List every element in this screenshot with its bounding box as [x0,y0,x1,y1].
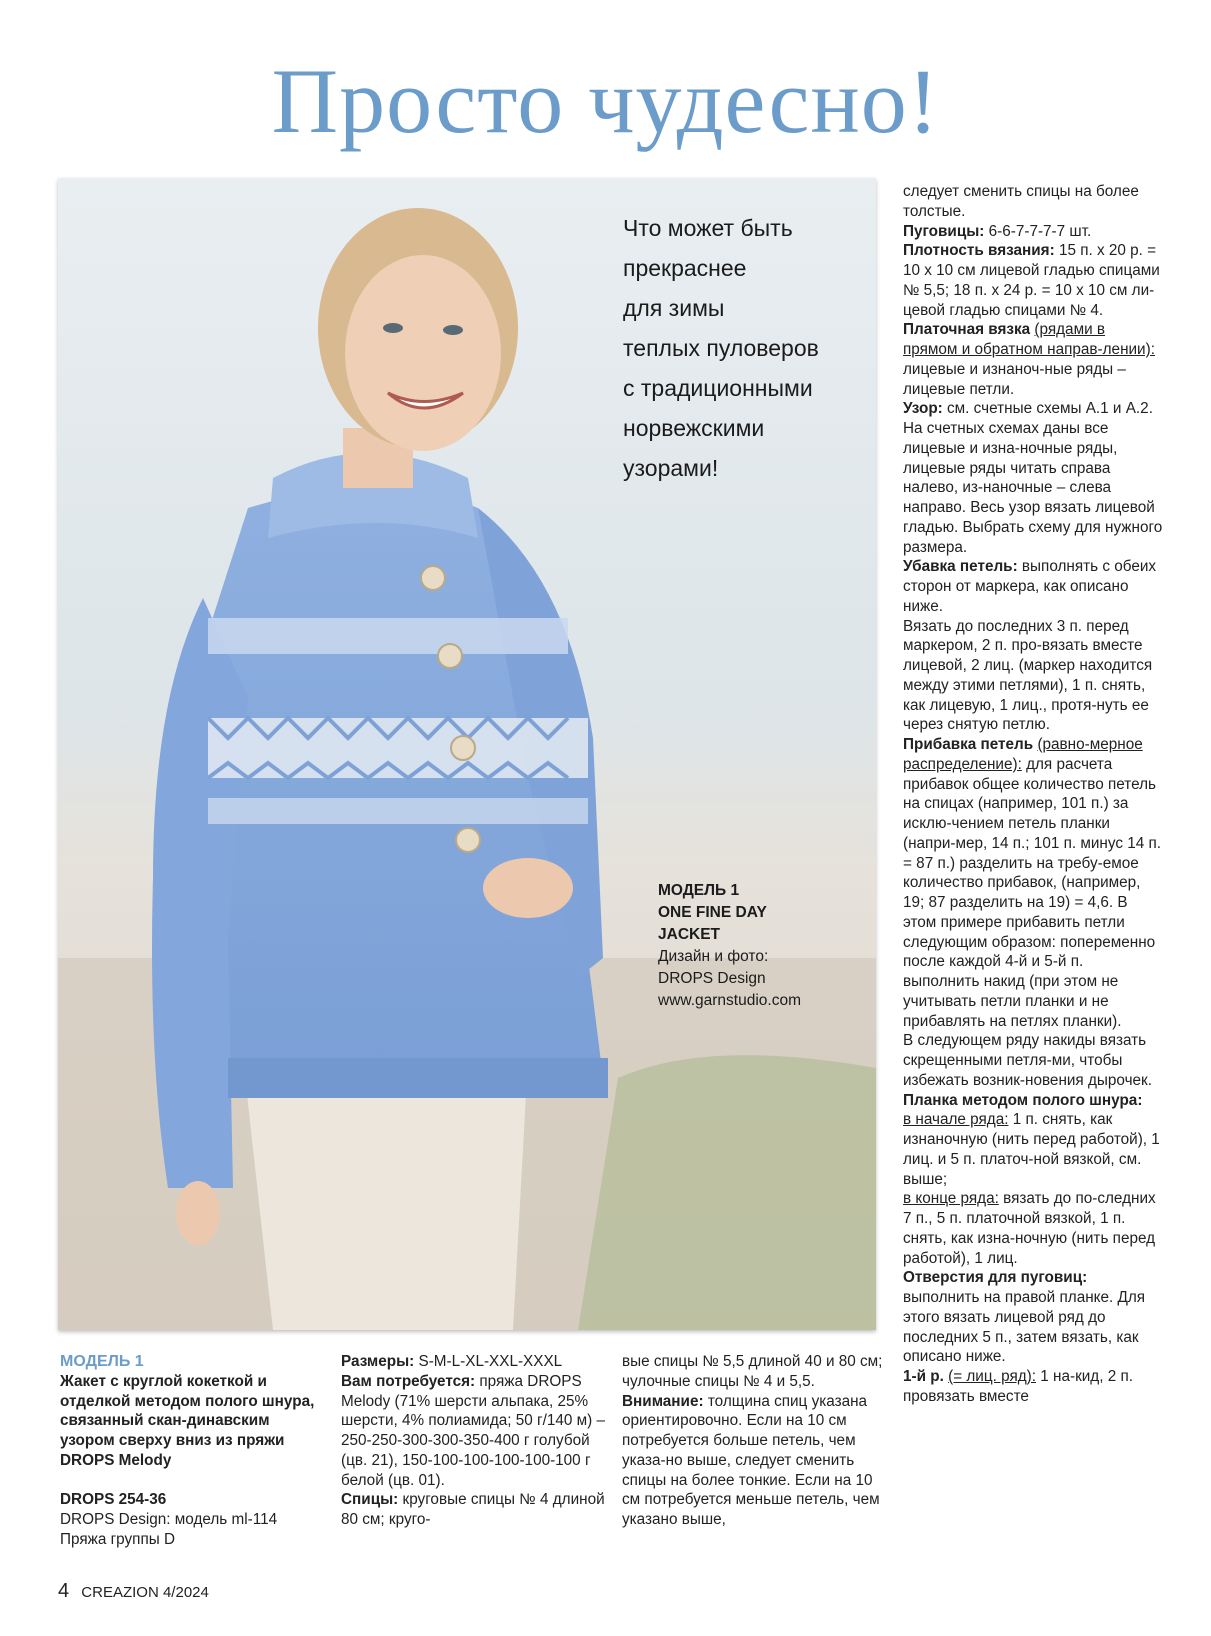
quote-line: для зимы [623,295,725,321]
attention-value: толщина спиц указана ориентировочно. Если на 10 см потребуется больше петель, чем указа-но выше, следует сменить спицы на более тонкие. Если на 10 см потребуется меньше петель, чем указано выше, [622,1392,880,1528]
yoke-pattern-band-3 [208,798,588,824]
spacer [60,1471,328,1491]
band-start-value: 1 п. снять, как изнаночную (нить перед работой), 1 лиц. и 5 п. платоч-ной вязкой, см. выше; [903,1111,1160,1188]
increase-value: для расчета прибавок общее количество петель на спицах (например, 101 п.) за исклю-чением петель планки (напри-мер, 14 п.; 101 п. минус 14 п. = 87 п.) разделить на требу-емое количество прибавок, (например, 19; 87 разделить на 19) = 4,6. В этом примере прибавить петли следующим образом: попеременно после каждой 4-й и 5-й п. выполнить накид (при этом не учитывать петли планки и не прибавлять на петлях планки). [903,755,1162,1030]
decrease-value: выполнять с обеих сторон от маркера, как описано ниже. [903,558,1157,615]
credit-title-line: JACKET [658,926,721,943]
buttons-section [903,222,1163,242]
credit-line: Дизайн и фото: [658,948,769,965]
need-label: Вам потребуется: [341,1372,476,1390]
decrease-label: Убавка петель: [903,558,1018,576]
model-info-column [60,1352,328,1550]
yarn-group: Пряжа группы D [60,1530,176,1548]
need-section [341,1372,611,1491]
attention-label: Внимание: [622,1392,704,1410]
sizes-label: Размеры: [341,1353,415,1370]
model-label: МОДЕЛЬ 1 [60,1353,144,1370]
needles-continued-text: вые спицы № 5,5 длиной 40 и 80 см; чулочные спицы № 4 и 5,5. [622,1353,883,1390]
needles-continued: следует сменить спицы на более толстые. [903,183,1139,220]
band-start [903,1110,1163,1189]
gauge-value: 15 п. х 20 р. = 10 х 10 см лицевой гладью спицами № 5,5; 18 п. х 24 р. = 10 х 10 см ли-цевой гладью спицами № 4. [903,242,1160,319]
decrease-text: Вязать до последних 3 п. перед маркером, 2 п. про-вязать вместе лицевой, 2 лиц. (маркер находится между этими петлями), 1 п. снять, как лицевую, 1 лиц., протя-нуть ее через снятую петлю. [903,617,1153,734]
magazine-issue: CREAZION 4/2024 [81,1584,209,1601]
garter-underlined: (рядами в прямом и обратном направ-лении): [903,321,1155,358]
row1-section [903,1367,1163,1407]
grass [578,1055,876,1330]
band-end [903,1189,1163,1268]
gauge-label: Плотность вязания: [903,242,1055,260]
pattern-section [903,399,1163,557]
face [345,255,501,451]
quote-line: узорами! [623,455,719,481]
need-value: пряжа DROPS Melody (71% шерсти альпака, 25% шерсти, 4% полиамида; 50 г/140 м) – 250-250-300-300-350-400 г голубой (цв. 21), 150-100-100-100-100-100 г белой (цв. 01). [341,1372,606,1489]
button-3 [451,736,475,760]
model-description [60,1372,328,1471]
page-footer [58,1580,209,1603]
model-design: DROPS Design: модель ml-114 [60,1511,278,1528]
model-code [60,1490,328,1510]
holes-label: Отверстия для пуговиц: [903,1269,1088,1287]
row1-value: 1 на-кид, 2 п. провязать вместе [903,1368,1134,1405]
photo-credit [658,880,868,1012]
quote-line: норвежскими [623,415,765,441]
quote-line: прекраснее [623,255,747,281]
attention-section [622,1392,892,1530]
credit-line: www.garnstudio.com [658,992,802,1009]
credit-line: DROPS Design [658,970,766,987]
row1-label: 1-й р. [903,1368,944,1385]
pants [243,1058,528,1330]
garter-section [903,320,1163,399]
sizes-value: S-M-L-XL-XXL-XXXL [418,1353,563,1370]
materials-column [341,1352,611,1530]
band-label: Планка методом полого шнура: [903,1091,1143,1109]
photo-quote [623,208,873,488]
increase-text: В следующем ряду накиды вязать скрещенными петля-ми, чтобы избежать возник-новения дырочек. [903,1032,1152,1089]
band-end-label: в конце ряда: [903,1190,999,1208]
model-code-text: DROPS 254-36 [60,1491,167,1509]
sizes-section [341,1352,611,1372]
holes-section [903,1268,1163,1367]
quote-line: с традиционными [623,375,813,401]
garter-label: Платочная вязка [903,321,1031,339]
increase-section [903,735,1163,1031]
band-section [903,1091,1163,1111]
credit-title-line: ONE FINE DAY [658,904,767,921]
needles-value: круговые спицы № 4 длиной 80 см; круго- [341,1491,605,1528]
needles-label: Спицы: [341,1491,399,1509]
pattern-label: Узор: [903,400,943,418]
quote-line: теплых пуловеров [623,335,819,361]
decrease-section [903,557,1163,616]
holes-value: выполнить на правой планке. Для этого вязать лицевой ряд до последних 5 п., затем вязать, как описано ниже. [903,1289,1146,1366]
button-4 [456,828,480,852]
page-number: 4 [58,1580,70,1602]
hand [483,858,573,918]
garter-value: лицевые и изнаноч-ные ряды – лицевые петли. [903,360,1126,398]
pattern-value: см. счетные схемы А.1 и А.2. На счетных схемах даны все лицевые и изна-ночные ряды, лицевые ряды читать справа налево, из-наночные – слева направо. Весь узор вязать лицевой гладью. Выбрать схему для нужного размера. [903,400,1163,556]
band-end-value: вязать до по-следних 7 п., 5 п. платочной вязкой, 1 п. снять, как изна-ночную (нить перед работой), 1 лиц. [903,1190,1156,1267]
button-1 [421,566,445,590]
model-description-text: Жакет с круглой кокеткой и отделкой методом полого шнура, связанный скан-динавским узором сверху вниз из пряжи DROPS Melody [60,1372,315,1469]
page-title: Просто чудесно! [271,50,940,152]
quote-line: Что может быть [623,215,793,241]
needles-section [341,1490,611,1530]
sweater-hem [228,1058,608,1098]
row1-underlined: (= лиц. ряд): [948,1368,1037,1385]
yoke-pattern-band-1 [208,618,568,654]
button-2 [438,644,462,668]
right-column-text [903,182,1163,1407]
band-start-label: в начале ряда: [903,1111,1009,1129]
credit-title-line: МОДЕЛЬ 1 [658,882,740,899]
increase-underlined: (равно-мерное распределение): [903,736,1143,773]
buttons-label: Пуговицы: [903,222,985,240]
gauge-section [903,241,1163,320]
buttons-value: 6-6-7-7-7-7 шт. [988,222,1092,240]
increase-label: Прибавка петель [903,736,1034,753]
notes-column [622,1352,892,1530]
